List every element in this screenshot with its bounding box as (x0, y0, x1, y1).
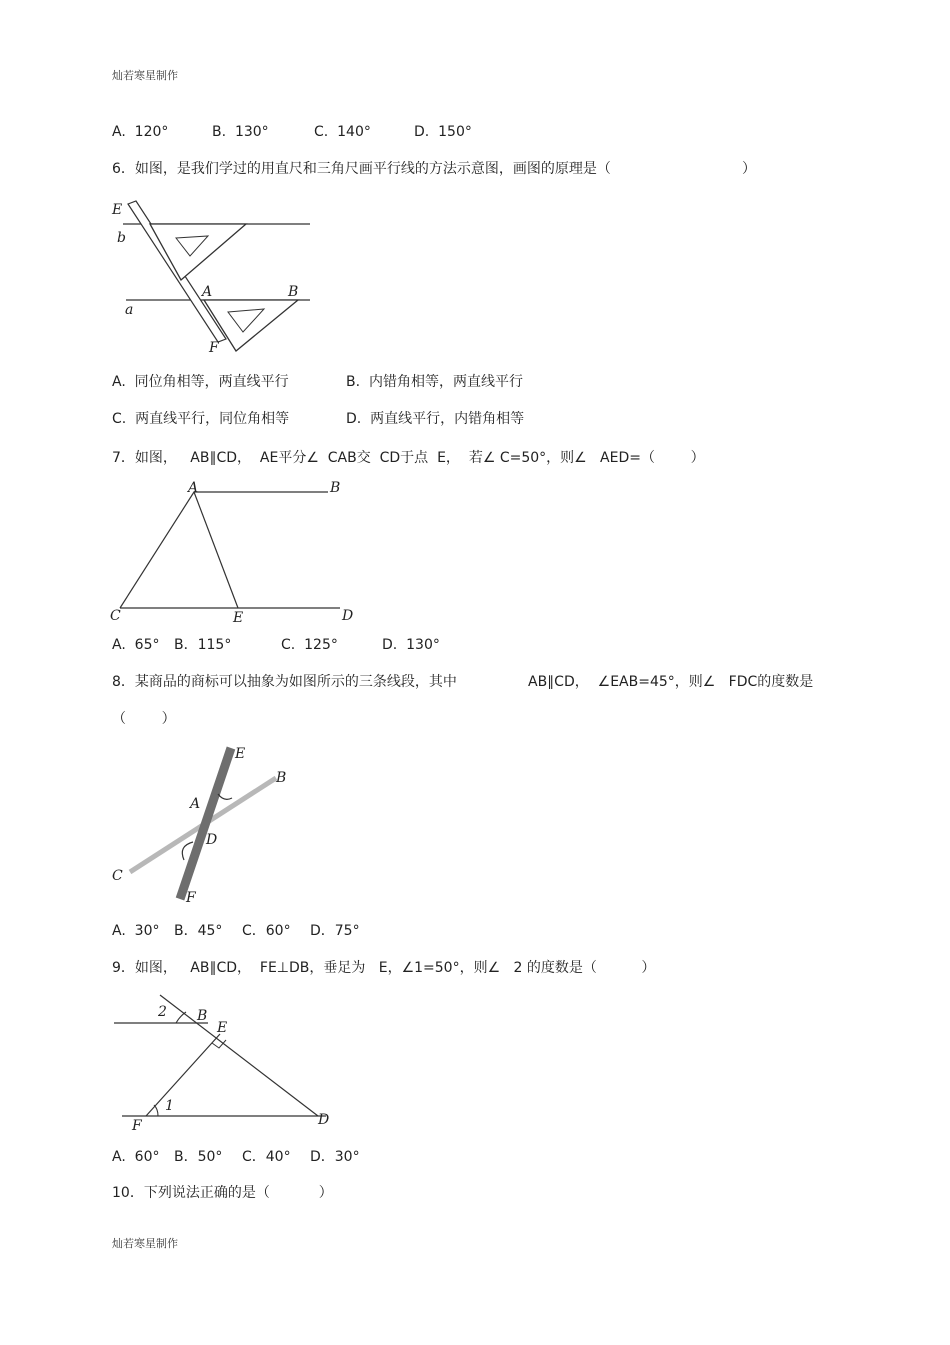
q9-label-b: B (197, 1008, 208, 1024)
q9-label-2: 2 (158, 1004, 167, 1020)
q5-option-d: D. 150° (414, 124, 472, 140)
q6-stem-close: ） (742, 161, 756, 177)
q7-label-e: E (233, 610, 244, 625)
q8-option-d: D．75° (310, 923, 360, 939)
q8-stem: 8．某商品的商标可以抽象为如图所示的三条线段，其中 (112, 674, 457, 690)
q6-stem: 6．如图，是我们学过的用直尺和三角尺画平行线的方法示意图，画图的原理是（ (112, 161, 611, 177)
q8-label-e: E (235, 746, 246, 762)
q8-figure (108, 742, 298, 907)
q7-figure (108, 480, 358, 625)
q6-option-d: D. 两直线平行，内错角相等 (346, 411, 525, 427)
q6-label-b-point: B (288, 284, 299, 300)
q6-option-a: A. 同位角相等，两直线平行 (112, 374, 289, 390)
page-footer: 灿若寒星制作 (112, 1237, 178, 1250)
q9-label-f: F (132, 1118, 142, 1134)
q6-option-c: C. 两直线平行，同位角相等 (112, 411, 290, 427)
q8-label-f: F (186, 890, 196, 906)
q8-stem-right: AB∥CD， ∠EAB=45°，则∠ FDC的度数是 (528, 674, 814, 690)
q7-label-c: C (110, 608, 121, 624)
q6-figure (108, 196, 318, 356)
q8-label-b: B (276, 770, 287, 786)
q5-option-a: A. 120° (112, 124, 169, 140)
q7-option-b: B．115° (174, 637, 232, 653)
q7-option-d: D. 130° (382, 637, 440, 653)
q7-label-a: A (188, 480, 199, 496)
q9-option-a: A. 60° (112, 1149, 160, 1165)
q8-label-c: C (112, 868, 123, 884)
q8-option-b: B．45° (174, 923, 223, 939)
q6-label-e: E (112, 202, 123, 218)
q9-label-d: D (318, 1112, 330, 1128)
q10-stem: 10．下列说法正确的是（ ） (112, 1185, 333, 1201)
page-header: 灿若寒星制作 (112, 69, 178, 82)
q8-option-c: C．60° (242, 923, 291, 939)
q9-label-e: E (217, 1020, 228, 1036)
q5-option-c: C. 140° (314, 124, 371, 140)
q7-option-c: C. 125° (281, 637, 338, 653)
q6-option-b: B. 内错角相等，两直线平行 (346, 374, 523, 390)
q9-option-d: D．30° (310, 1149, 360, 1165)
q9-figure (108, 990, 343, 1135)
q7-label-d: D (342, 608, 354, 624)
q8-label-d: D (206, 832, 218, 848)
q9-option-b: B．50° (174, 1149, 223, 1165)
q8-label-a: A (190, 796, 201, 812)
q8-option-a: A. 30° (112, 923, 160, 939)
q7-stem: 7．如图， AB∥CD， AE平分∠ CAB交 CD于点 E， 若∠ C=50°，则∠ AED=（ ） (112, 450, 705, 466)
q9-option-c: C．40° (242, 1149, 291, 1165)
q6-label-b: b (117, 230, 126, 246)
q7-option-a: A. 65° (112, 637, 160, 653)
q6-label-a: a (125, 302, 134, 318)
q8-answer-paren: （ ） (112, 711, 176, 727)
q6-label-a-point: A (202, 284, 213, 300)
q9-label-1: 1 (165, 1098, 174, 1114)
q6-label-f: F (209, 340, 219, 356)
q9-stem: 9．如图， AB∥CD， FE⊥DB，垂足为 E，∠1=50°，则∠ 2 的度数是（ ） (112, 960, 656, 976)
q5-option-b: B. 130° (212, 124, 269, 140)
q7-label-b: B (330, 480, 341, 496)
